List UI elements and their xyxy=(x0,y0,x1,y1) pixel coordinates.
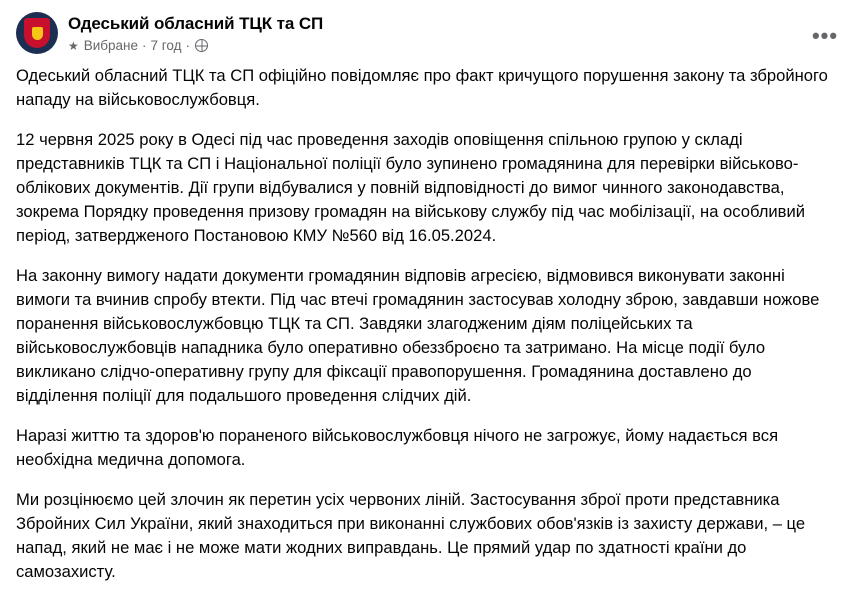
post-paragraph: На законну вимогу надати документи громадянин відповів агресією, відмовився виконувати законні вимоги та вчинив спробу втекти. Під час втечі громадянин застосував холодну зброю, завдавши ножове поранення військовослужбовцю ТЦК та СП. Завдяки злагодженим діям поліцейських та військовослужбовців нападника було оперативно обеззброєно та затримано. На місце події було викликано слідчо-оперативну групу для фіксації правопорушення. Громадянина доставлено до відділення поліції для подальшого проведення слідчих дій. xyxy=(16,266,820,405)
post-header xyxy=(16,12,843,54)
avatar[interactable] xyxy=(16,12,58,54)
post-header-text xyxy=(68,12,323,54)
post-meta xyxy=(68,37,323,54)
post-paragraph: 12 червня 2025 року в Одесі під час проведення заходів оповіщення спільною групою у складі представників ТЦК та СП і Національної поліції було зупинено громадянина для перевірки військово-облікових документів. Дії групи відбувалися у повній відповідності до вимог чинного законодавства, зокрема Порядку проведення призову громадян на військову службу під час мобілізації, на особливий період, затвердженого Постановою КМУ №560 від 16.05.2024. xyxy=(16,130,806,245)
badge-label: Вибране xyxy=(83,38,139,53)
post-paragraph: Ми розцінюємо цей злочин як перетин усіх червоних ліній. Застосування зброї проти представника Збройних Сил України, який знаходиться при виконанні службових обов'язків із захисту держави, – це напад, який не має і не може мати жодних виправдань. Це прямий удар по здатності країни до самозахисту. xyxy=(16,490,806,581)
post-timestamp[interactable]: 7 год xyxy=(150,38,182,53)
page-name[interactable]: Одеський обласний ТЦК та СП xyxy=(68,14,324,33)
post-paragraph: Наразі життю та здоров'ю пораненого військовослужбовця нічого не загрожує, йому надається вся необхідна медична допомога. xyxy=(16,426,779,469)
meta-separator-1: · xyxy=(142,38,147,53)
post-body xyxy=(16,64,843,584)
meta-separator-2: · xyxy=(185,38,191,53)
globe-icon[interactable] xyxy=(195,39,208,52)
more-options-button[interactable]: ••• xyxy=(811,23,839,48)
page-avatar-icon xyxy=(24,18,50,48)
star-icon: ★ xyxy=(68,38,79,53)
post-paragraph: Одеський обласний ТЦК та СП офіційно повідомляє про факт кричущого порушення закону та збройного нападу на військовослужбовця. xyxy=(16,66,828,109)
